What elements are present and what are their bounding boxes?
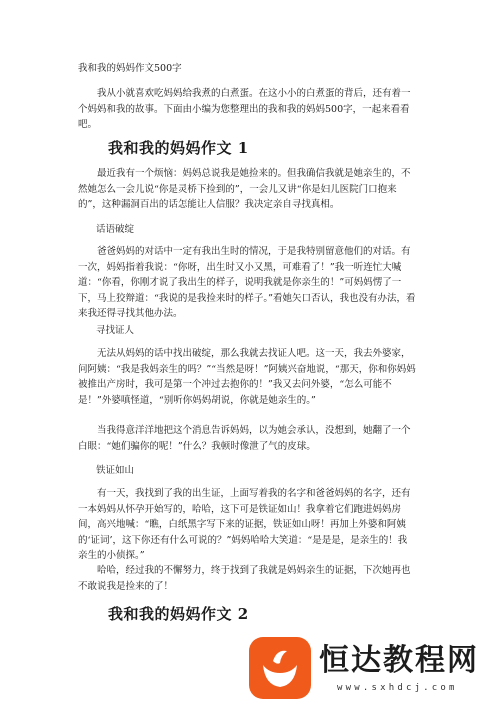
section-2-heading: 我和我的妈妈作文 2 — [108, 605, 249, 623]
watermark-url: www.sxhdcj.com — [337, 683, 458, 693]
section-1-heading: 我和我的妈妈作文 1 — [108, 139, 249, 157]
watermark-brand-text: 恒达教程网 — [319, 643, 479, 678]
paragraph-3: 无法从妈妈的话中找出破绽，那么我就去找证人吧。这一天，我去外婆家，问阿姨：“我是我妈亲生的吗？”“当然是呀！”阿姨兴奋地说，“那天，你和你妈妈被推出产房时，我可是第一个冲过去抱你的！”我又去问外婆，“怎么可能不是！”外婆嗔怪道，“别听你妈妈胡说，你就是她亲生的。” — [78, 348, 416, 406]
paragraph-2: 爸爸妈妈的对话中一定有我出生时的情况，于是我特别留意他们的对话。有一次，妈妈指着我说：“你呀，出生时又小又黑，可难看了！”我一听连忙大喊道：“你看，你刚才说了我出生的样子，说明我就是你亲生的！”可妈妈愣了一下，马上狡辩道：“我说的是我捡来时的样子。”看她矢口否认，我也没有办法，看来我还得寻找其他办法。 — [78, 246, 416, 319]
paragraph-6: 哈哈，经过我的不懈努力，终于找到了我就是妈妈亲生的证据，下次她再也不敢说我是捡来的了！ — [78, 565, 411, 592]
paragraph-4: 当我得意洋洋地把这个消息告诉妈妈，以为她会承认，没想到，她翻了一个白眼：“她们骗你的呢！”什么？我顿时像泄了气的皮球。 — [78, 425, 411, 452]
watermark — [247, 631, 497, 705]
paragraph-1: 最近我有一个烦恼：妈妈总说我是她捡来的。但我确信我就是她亲生的，不然她怎么一会儿说“你是灵桥下捡到的”，一会儿又讲“你是妇儿医院门口抱来的”，这种漏洞百出的话怎能让人信服？我决定亲自寻找真相。 — [78, 168, 411, 210]
intro-paragraph: 我从小就喜欢吃妈妈给我煮的白煮蛋。在这小小的白煮蛋的背后，还有着一个妈妈和我的故事。下面由小编为您整理出的我和我的妈妈500字，一起来看看吧。 — [78, 88, 411, 130]
document-title: 我和我的妈妈作文500字 — [78, 63, 182, 74]
subheading-2: 寻找证人 — [96, 325, 135, 336]
paragraph-5: 有一天，我找到了我的出生证，上面写着我的名字和爸爸妈妈的名字，还有一本妈妈从怀孕开始写的，哈哈，这下可是铁证如山！我拿着它们跑进妈妈房间，高兴地喊：“瞧，白纸黑字写下来的证据，铁证如山呀！再加上外婆和阿姨的‘证词’，这下你还有什么可说的？”妈妈哈哈大笑道：“是是是，是亲生的！我亲生的小侦探。” — [78, 488, 411, 561]
subheading-3: 铁证如山 — [96, 465, 135, 476]
subheading-1: 话语破绽 — [96, 224, 135, 235]
brand-logo-icon — [247, 635, 313, 701]
